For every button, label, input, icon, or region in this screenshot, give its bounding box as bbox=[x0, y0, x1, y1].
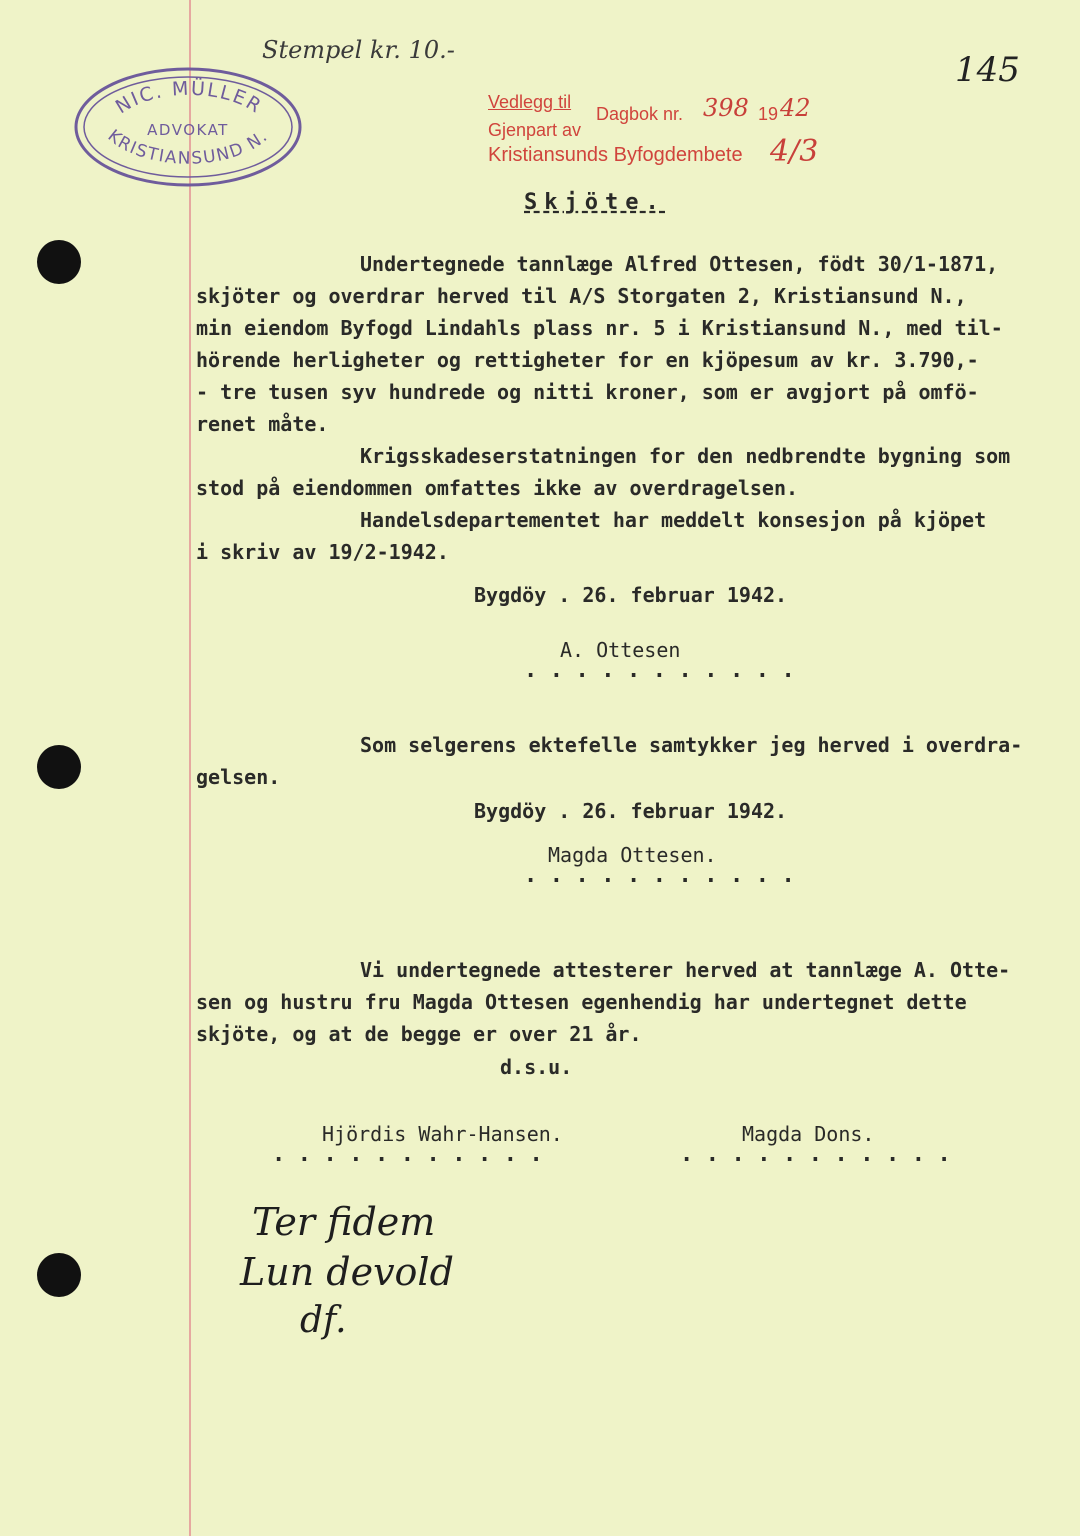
body-line: - tre tusen syv hundrede og nitti kroner, som er avgjort på omfö- bbox=[196, 380, 979, 404]
punch-hole bbox=[37, 240, 81, 284]
witness-name: Magda Dons. bbox=[742, 1122, 875, 1146]
signature-dots: ........... bbox=[272, 1142, 556, 1167]
body-line: Handelsdepartementet har meddelt konsesjon på kjöpet bbox=[360, 508, 987, 532]
consent-line: gelsen. bbox=[196, 765, 281, 789]
dsu: d.s.u. bbox=[500, 1055, 573, 1079]
body-line: Undertegnede tannlæge Alfred Ottesen, födt 30/1-1871, bbox=[360, 252, 999, 276]
body-line: skjöter og overdrar herved til A/S Storgaten 2, Kristiansund N., bbox=[196, 284, 967, 308]
lawyer-stamp bbox=[70, 62, 310, 196]
body-line: Krigsskadeserstatningen for den nedbrendte bygning som bbox=[360, 444, 1011, 468]
signature-dots: ........... bbox=[524, 863, 808, 888]
registry-year-suffix: 42 bbox=[780, 94, 811, 122]
body-line: stod på eiendommen omfattes ikke av overdragelsen. bbox=[196, 476, 799, 500]
margin-line bbox=[189, 0, 191, 1536]
body-line: min eiendom Byfogd Lindahls plass nr. 5 i Kristiansund N., med til- bbox=[196, 316, 1003, 340]
stamp-line2: ADVOKAT bbox=[147, 121, 229, 139]
witness-name: Hjördis Wahr-Hansen. bbox=[322, 1122, 563, 1146]
body-line: hörende herligheter og rettigheter for en kjöpesum av kr. 3.790,- bbox=[196, 348, 979, 372]
svg-text:NIC. MÜLLER bbox=[112, 77, 267, 119]
stamp-line1: NIC. MÜLLER bbox=[111, 77, 267, 119]
stamp-line3: KRISTIANSUND N. bbox=[103, 125, 273, 169]
document-title: Skjöte. bbox=[524, 190, 666, 215]
handwritten-line: Lun devold bbox=[240, 1250, 454, 1294]
signature-dots: ........... bbox=[680, 1142, 964, 1167]
signature-dots: ........... bbox=[524, 658, 808, 683]
punch-hole bbox=[37, 745, 81, 789]
attest-line: Vi undertegnede attesterer herved at tannlæge A. Otte- bbox=[360, 958, 1011, 982]
handwritten-line: df. bbox=[300, 1300, 347, 1341]
handwritten-line: Ter fidem bbox=[252, 1200, 436, 1244]
signer-name: A. Ottesen bbox=[560, 638, 681, 662]
consent-line: Som selgerens ektefelle samtykker jeg herved i overdra- bbox=[360, 733, 1023, 757]
handwritten-stamp-duty: Stempel kr. 10.- bbox=[262, 36, 455, 64]
attest-line: skjöte, og at de begge er over 21 år. bbox=[196, 1022, 642, 1046]
registry-date: 4/3 bbox=[770, 134, 819, 169]
place-date: Bygdöy . 26. februar 1942. bbox=[474, 583, 788, 607]
place-date: Bygdöy . 26. februar 1942. bbox=[474, 799, 788, 823]
registry-gjenpart: Gjenpart av bbox=[488, 120, 582, 140]
body-line: i skriv av 19/2-1942. bbox=[196, 540, 449, 564]
registry-office: Kristiansunds Byfogdembete bbox=[488, 144, 743, 166]
signer-name: Magda Ottesen. bbox=[548, 843, 717, 867]
body-line: renet måte. bbox=[196, 412, 329, 436]
registry-year-prefix: 19 bbox=[758, 104, 779, 124]
registry-dagbok: Dagbok nr. bbox=[596, 104, 684, 124]
punch-hole bbox=[37, 1253, 81, 1297]
registry-vedlegg: Vedlegg til bbox=[488, 92, 572, 112]
attest-line: sen og hustru fru Magda Ottesen egenhendig har undertegnet dette bbox=[196, 990, 967, 1014]
page-number: 145 bbox=[955, 50, 1020, 90]
registry-dagbok-number: 398 bbox=[703, 94, 749, 122]
